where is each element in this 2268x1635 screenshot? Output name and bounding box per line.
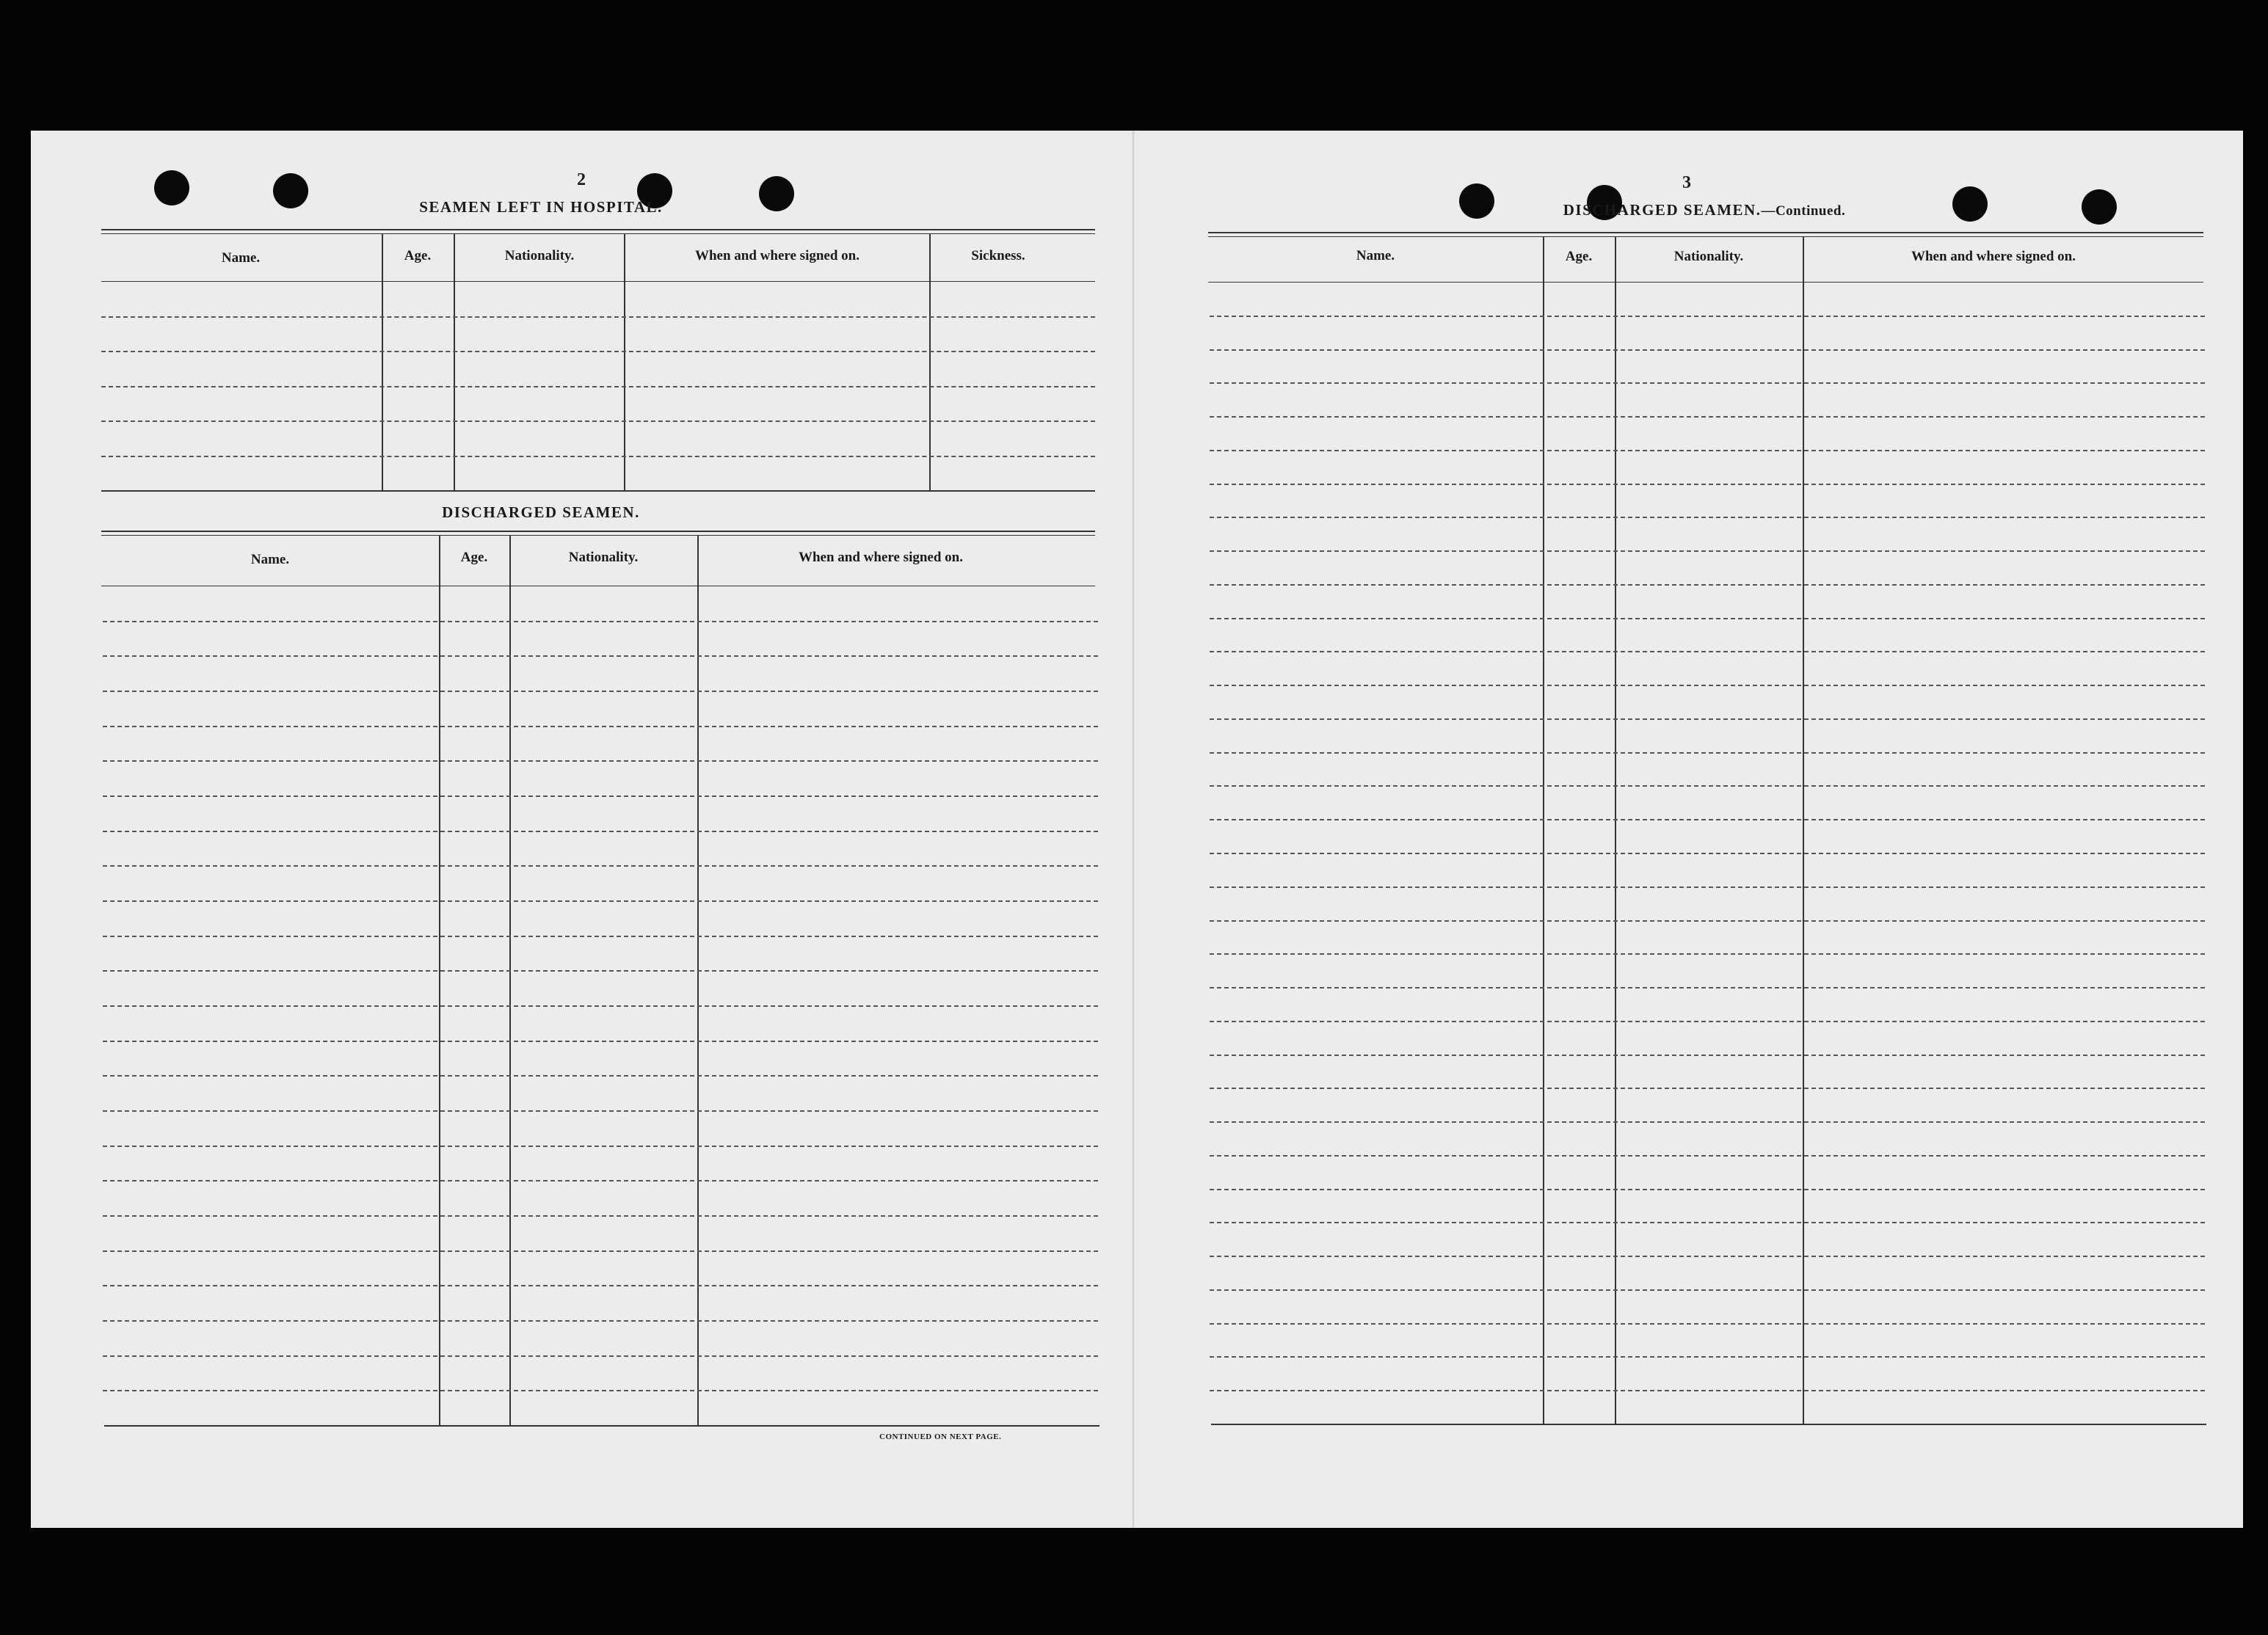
column-divider (1615, 236, 1616, 1424)
entry-line (1210, 1222, 2205, 1223)
right-title-suffix: —Continued. (1761, 203, 1846, 219)
entry-line (1210, 1121, 2205, 1123)
entry-line (1210, 1189, 2205, 1190)
entry-line (103, 1285, 1098, 1286)
entry-line (1210, 987, 2205, 988)
entry-line (103, 1215, 1098, 1217)
entry-line (103, 1075, 1098, 1077)
column-divider (509, 535, 511, 1425)
continued-footnote: CONTINUED ON NEXT PAGE. (879, 1432, 1002, 1441)
entry-line (103, 1110, 1098, 1112)
entry-line (103, 831, 1098, 832)
entry-line (1210, 752, 2205, 754)
col-age: Age. (404, 248, 432, 263)
entry-line (1210, 785, 2205, 787)
entry-line (103, 760, 1098, 762)
col-age: Age. (1565, 249, 1593, 264)
entry-line (1210, 1289, 2205, 1291)
punch-hole (154, 170, 189, 205)
entry-line (1210, 484, 2205, 485)
entry-line (101, 420, 1095, 422)
entry-line (103, 1355, 1098, 1357)
entry-line (1210, 718, 2205, 720)
column-divider (382, 233, 383, 490)
entry-line (103, 1320, 1098, 1322)
punch-hole (2082, 189, 2117, 225)
entry-line (101, 456, 1095, 457)
hospital-section-title: SEAMEN LEFT IN HOSPITAL. (419, 198, 663, 216)
col-name: Name. (221, 250, 261, 266)
entry-line (1210, 349, 2205, 351)
right-section-title (1469, 201, 1939, 219)
table-bottom-rule (101, 490, 1095, 492)
entry-line (103, 900, 1098, 902)
entry-line (1210, 886, 2205, 888)
col-signed-on: When and where signed on. (1911, 249, 2076, 264)
entry-line (1210, 1323, 2205, 1325)
column-divider (929, 233, 931, 490)
center-fold (1132, 131, 1135, 1528)
entry-line (103, 1390, 1098, 1391)
entry-line (1210, 920, 2205, 922)
entry-line (1210, 1155, 2205, 1157)
page-number-left: 2 (577, 170, 586, 189)
col-name: Name. (250, 552, 290, 567)
entry-line (103, 865, 1098, 867)
entry-line (1210, 450, 2205, 451)
entry-line (103, 726, 1098, 727)
table-top-rule (1208, 232, 2203, 233)
column-divider (1803, 236, 1804, 1424)
entry-line (1210, 651, 2205, 652)
column-divider (439, 535, 440, 1425)
col-age: Age. (460, 550, 488, 565)
entry-line (1210, 819, 2205, 820)
entry-line (103, 621, 1098, 622)
header-bottom-rule (101, 281, 1095, 282)
right-title-main: DISCHARGED SEAMEN. (1563, 201, 1762, 219)
entry-line (1210, 1088, 2205, 1089)
col-signed-on: When and where signed on. (694, 248, 859, 263)
entry-line (103, 1146, 1098, 1147)
table-bottom-rule (104, 1425, 1100, 1427)
col-nationality: Nationality. (1673, 249, 1744, 264)
discharged-section-title: DISCHARGED SEAMEN. (442, 503, 640, 521)
punch-hole (1952, 186, 1988, 222)
entry-line (103, 1005, 1098, 1007)
column-divider (697, 535, 699, 1425)
entry-line (103, 970, 1098, 972)
col-nationality: Nationality. (568, 550, 639, 565)
entry-line (1210, 1356, 2205, 1358)
table-bottom-rule (1211, 1424, 2206, 1425)
punch-hole (273, 173, 308, 208)
punch-hole (759, 176, 794, 211)
entry-line (103, 1250, 1098, 1252)
entry-line (101, 316, 1095, 318)
entry-line (103, 655, 1098, 657)
entry-line (1210, 953, 2205, 955)
col-signed-on: When and where signed on. (798, 550, 963, 565)
entry-line (1210, 1390, 2205, 1391)
entry-line (1210, 853, 2205, 854)
col-nationality: Nationality. (504, 248, 575, 263)
entry-line (1210, 584, 2205, 586)
entry-line (103, 691, 1098, 692)
col-name: Name. (1356, 248, 1395, 263)
entry-line (1210, 316, 2205, 317)
entry-line (103, 795, 1098, 797)
entry-line (1210, 1256, 2205, 1257)
entry-line (103, 1041, 1098, 1042)
table-top-rule (101, 233, 1095, 234)
entry-line (1210, 550, 2205, 552)
page-number-right: 3 (1682, 173, 1691, 192)
form-sheet (31, 131, 2243, 1528)
entry-line (1210, 382, 2205, 384)
entry-line (101, 386, 1095, 387)
header-bottom-rule (1208, 282, 2203, 283)
column-divider (1543, 236, 1544, 1424)
entry-line (103, 936, 1098, 937)
entry-line (101, 351, 1095, 352)
table-top-rule (1208, 236, 2203, 237)
entry-line (1210, 618, 2205, 619)
entry-line (1210, 517, 2205, 518)
entry-line (1210, 685, 2205, 686)
column-divider (454, 233, 455, 490)
table-top-rule (101, 229, 1095, 230)
entry-line (103, 1180, 1098, 1181)
col-sickness: Sickness. (971, 248, 1025, 263)
entry-line (1210, 1021, 2205, 1022)
entry-line (1210, 416, 2205, 418)
column-divider (624, 233, 625, 490)
entry-line (1210, 1055, 2205, 1056)
table-top-rule (101, 535, 1095, 536)
table-top-rule (101, 531, 1095, 532)
